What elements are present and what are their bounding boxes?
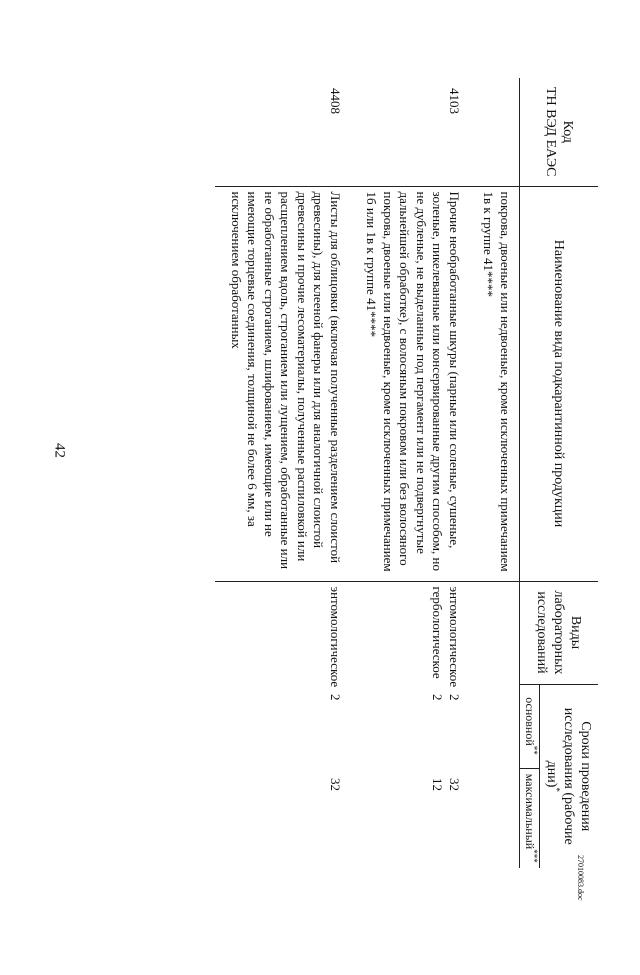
page-number: 42: [51, 443, 68, 458]
footer-filename: 27010083.doc: [576, 855, 585, 901]
lab-type: энтомологическое: [328, 586, 343, 688]
header-max: [520, 768, 540, 868]
header-basic-sup: **: [529, 745, 539, 755]
lab-type: гербологическое: [430, 586, 446, 679]
cell-basic: [216, 684, 352, 768]
cell-max: [470, 768, 520, 868]
header-code: [520, 78, 599, 186]
max-days: 32: [328, 778, 343, 791]
header-terms: [540, 684, 599, 868]
basic-days: 2: [328, 694, 343, 701]
cell-name: покрова, двоеные или недвоеные, кроме исключенных примечанием 1в к группе 41****: [470, 186, 520, 581]
rotated-table-container: [96, 78, 598, 868]
cell-name: Прочие необработанные шкуры (парные или соленые, сушеные, золеные, пикелеванные или консервированные другим способом, но не дубленые, не выделанные под пергамент или не подвергнутые дальнейшей обработке), с волосяным покровом или без волосяного покрова, двоеные или недвоеные, кроме исключенных примечанием 1б или 1в к группе 41****: [351, 186, 470, 581]
cell-code: [470, 78, 520, 186]
header-basic: [520, 684, 540, 768]
cell-lab: [470, 581, 520, 684]
table-row: [470, 78, 520, 868]
header-max-label: максимальный: [523, 773, 537, 850]
header-lab-label: Виды лабораторных исследований: [534, 590, 584, 675]
cell-basic: [351, 684, 470, 768]
max-days: 12: [430, 778, 446, 791]
cell-name: Листы для облицовки (включая полученные разделением слоистой древесины), для клееной фанеры или для аналогичной слоистой древесины и прочие лесоматериалы, полученные распиловкой или расщеплением вдоль, строганием или лущением, обработанные или не обработанные строганием, шлифованием, имеющие или не имеющие торцевые соединения, толщиной не более 6 мм, за исключением обработанных: [216, 186, 352, 581]
cell-code: 4103: [447, 88, 462, 114]
header-terms-sup: *: [551, 787, 562, 792]
basic-days: 2: [447, 694, 462, 701]
header-max-sup: ***: [529, 849, 539, 863]
header-name-label: Наименование вида подкарантинной продукции: [551, 239, 567, 528]
cell-max: [216, 768, 352, 868]
basic-days: 2: [430, 694, 446, 701]
lab-type: энтомологическое: [447, 586, 462, 688]
cell-max: [351, 768, 470, 868]
table-row: [351, 78, 470, 868]
header-name: [520, 186, 599, 581]
header-code-label: Код ТН ВЭД ЕАЭС: [543, 86, 575, 177]
quarantine-products-table: [216, 78, 599, 868]
max-days: 32: [447, 778, 462, 791]
cell-lab: [351, 581, 470, 688]
header-terms-label: Сроки проведения исследования (рабочие дни): [544, 707, 593, 845]
cell-basic: [470, 684, 520, 768]
cell-code: 4408: [328, 88, 343, 114]
header-lab: [520, 581, 599, 684]
table-row: [216, 78, 352, 868]
cell-lab: [216, 581, 352, 688]
header-basic-label: основной: [523, 697, 537, 746]
